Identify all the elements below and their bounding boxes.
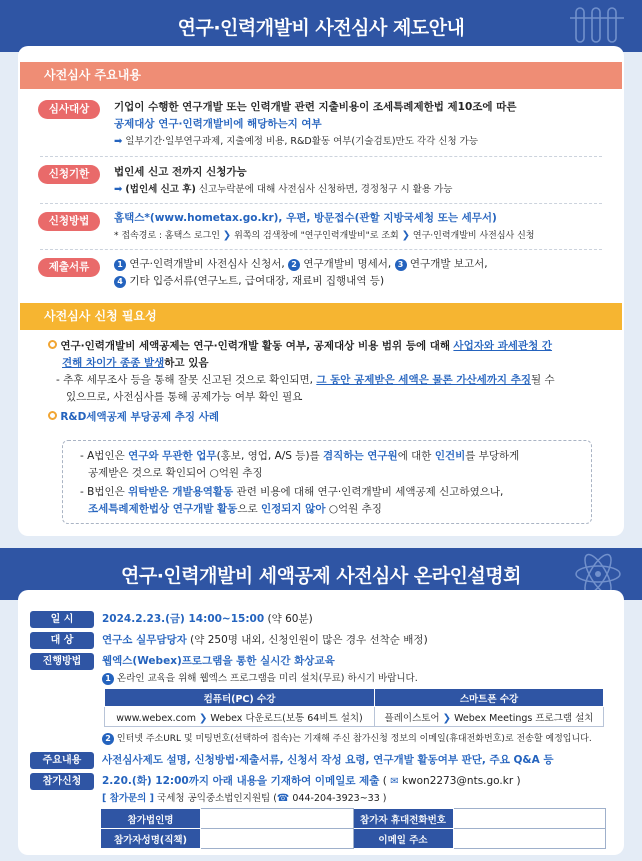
chevron-right-icon: ❯	[401, 230, 410, 241]
target-content	[114, 99, 604, 150]
ex1-c: (홍보, 영업, A/S 등)를	[216, 450, 320, 462]
form-label-email: 이메일 주소	[353, 829, 453, 849]
target-note: (약 250명 내외, 신청인원이 많은 경우 선착순 배정)	[190, 634, 428, 646]
divider	[40, 249, 602, 250]
guide-pc	[105, 707, 375, 727]
guide-mobile	[375, 707, 604, 727]
test-tubes-icon	[568, 4, 628, 48]
webex-download: Webex 다운로드(보통 64비트 설치)	[210, 712, 363, 724]
chevron-right-icon: ❯	[222, 230, 232, 241]
ex1-g: 를 부당하게	[465, 450, 520, 462]
circle-bullet-icon	[48, 340, 57, 349]
para1-a: 연구·인력개발비 세액공제는 연구·인력개발 활동 여부, 공제대상 비용 범위 등에 대해	[60, 340, 451, 352]
inquiry-value: 국세청 공익중소법인지원팀 (	[157, 793, 277, 804]
method-note-2: 인터넷 주소URL 및 미팅번호(선택하여 접속)는 기재해 주신 참가신청 정보의 이메일(휴대전화번호)로 전송할 예정입니다.	[116, 734, 592, 744]
ex2-f: 인정되지 않아	[260, 503, 326, 515]
doc-item-1: 연구·인력개발비 사전심사 신청서,	[129, 258, 285, 270]
ex1-d: 겸직하는 연구원	[323, 450, 398, 462]
form-input-phone[interactable]	[453, 809, 606, 829]
method-row	[102, 653, 612, 687]
para2-b: 그 동안 공제받은 세액은 물론 가산세까지 추징	[316, 374, 531, 386]
method-value: 웹엑스(Webex)프로그램을 통한 실시간 화상교육	[102, 655, 335, 667]
form-label-company: 참가법인명	[101, 809, 201, 829]
inquiry-label: [ 참가문의 ]	[102, 793, 155, 804]
label-target: 대 상	[30, 632, 94, 649]
number-badge: 2	[102, 733, 114, 745]
application-form-table	[100, 808, 606, 849]
target-line-3: 일부기간·일부연구과제, 지출예정 비용, R&D활동 여부(기술검토)만도 각각 신청 가능	[125, 136, 479, 147]
number-badge: 4	[114, 276, 126, 288]
ex1-f: 인건비	[434, 450, 466, 462]
deadline-line-1: 법인세 신고 전까지 신청가능	[114, 166, 247, 178]
doc-item-4: 기타 입증서류(연구노트, 급여대장, 재료비 집행내역 등)	[129, 275, 385, 287]
ex2-g: ○억원 추징	[328, 503, 382, 515]
number-badge: 2	[288, 259, 300, 271]
date-note: (약 60분)	[267, 613, 313, 625]
label-pill-target: 심사대상	[38, 100, 100, 119]
form-label-phone: 참가자 휴대전화번호	[353, 809, 453, 829]
chevron-right-icon: ❯	[442, 712, 452, 724]
divider	[40, 203, 602, 204]
deadline-line-2a: (법인세 신고 후)	[125, 184, 196, 195]
apply-email[interactable]: kwon2273@nts.go.kr	[401, 775, 514, 787]
webex-meetings: Webex Meetings 프로그램 설치	[454, 712, 594, 724]
label-content: 주요내용	[30, 752, 94, 769]
ex2-b: 위탁받은 개발용역활동	[128, 486, 234, 498]
method-content	[114, 210, 604, 245]
necessity-paragraph	[48, 338, 608, 426]
para2-d: 있으므로, 사전심사를 통해 공제가능 여부 확인 필요	[66, 391, 303, 403]
example-title: R&D세액공제 부당공제 추징 사례	[60, 411, 219, 423]
phone-icon: ☎	[276, 793, 290, 804]
ex1-a: - A법인은	[80, 450, 125, 462]
doc-item-2: 연구개발비 명세서,	[303, 258, 392, 270]
label-method: 진행방법	[30, 653, 94, 670]
form-input-company[interactable]	[201, 809, 354, 829]
section-heading-main: 사전심사 주요내용	[20, 62, 622, 89]
label-pill-method: 신청방법	[38, 212, 100, 231]
number-badge: 1	[102, 673, 114, 685]
method-line-1: 홈택스*(www.hometax.go.kr), 우편, 방문접수(관할 지방국세청 또는 세무서)	[114, 212, 497, 224]
inquiry-phone: 044-204-3923~33 )	[292, 793, 387, 804]
ex1-e: 에 대한	[397, 450, 432, 462]
number-badge: 1	[114, 259, 126, 271]
label-apply: 참가신청	[30, 773, 94, 790]
label-pill-documents: 제출서류	[38, 258, 100, 277]
label-pill-deadline: 신청기한	[38, 165, 100, 184]
arrow-right-icon: ➡	[114, 184, 123, 195]
guide-head-mobile: 스마트폰 수강	[375, 689, 604, 707]
ex1-h: 공제받은 것으로 확인되어 ○억원 추징	[88, 467, 263, 479]
access-path-1: * 접속경로 : 홈택스 로그인	[114, 231, 220, 241]
target-line-1: 기업이 수행한 연구개발 또는 인력개발 관련 지출비용이 조세특례제한법 제10조에 따른	[114, 101, 517, 113]
page-title-1: 연구·인력개발비 사전심사 제도안내	[177, 17, 465, 39]
para1-d: 하고 있음	[164, 357, 209, 369]
apply-value: 2.20.(화) 12:00까지 아래 내용을 기재하여 이메일로 제출	[102, 775, 380, 787]
content-value: 사전심사제도 설명, 신청방법·제출서류, 신청서 작성 요령, 연구개발 활동여부 판단, 주요 Q&A 등	[102, 754, 554, 766]
webex-url[interactable]: www.webex.com	[116, 712, 196, 724]
deadline-content	[114, 164, 604, 198]
form-input-email[interactable]	[453, 829, 606, 849]
guide-head-pc: 컴퓨터(PC) 수강	[105, 689, 375, 707]
arrow-right-icon: ➡	[114, 136, 123, 147]
play-store: 플레이스토어	[384, 712, 440, 724]
method-note-1: 온라인 교육을 위해 웹엑스 프로그램을 미리 설치(무료) 하시기 바랍니다.	[117, 673, 418, 684]
target-value: 연구소 실무담당자	[102, 634, 187, 646]
form-label-name: 참가자성명(직책)	[101, 829, 201, 849]
date-value: 2024.2.23.(금) 14:00~15:00	[102, 613, 265, 625]
access-path-3: 연구·인력개발비 사전심사 신청	[412, 231, 535, 241]
page-title-2: 연구·인력개발비 세액공제 사전심사 온라인설명회	[121, 565, 521, 587]
webex-guide-table	[104, 688, 604, 727]
apply-row: 2.20.(화) 12:00까지 아래 내용을 기재하여 이메일로 제출 ( ✉ kwon2273@nts.go.kr ) [ 참가문의 ] 국세청 공익중소법인지원팀 (☎ 044-204-3923~33 )	[102, 775, 521, 804]
ex1-b: 연구와 무관한 업무	[128, 450, 217, 462]
documents-content	[114, 256, 604, 290]
label-date: 일 시	[30, 611, 94, 628]
number-badge: 3	[395, 259, 407, 271]
para1-b: 사업자와 과세관청 간	[453, 340, 553, 352]
access-path-2: 위쪽의 검색창에 "연구인력개발비"로 조회	[234, 231, 399, 241]
section-heading-necessity: 사전심사 신청 필요성	[20, 303, 622, 330]
doc-item-3: 연구개발 보고서,	[409, 258, 488, 270]
date-row	[102, 611, 612, 628]
para2-c: 될 수	[530, 374, 555, 386]
para2-a: - 추후 세무조사 등을 통해 잘못 신고된 것으로 확인되면,	[56, 374, 313, 386]
target-line-2: 공제대상 연구·인력개발비에 해당하는지 여부	[114, 118, 322, 130]
ex2-d: 조세특례제한법상 연구개발 활동	[88, 503, 238, 515]
example-content	[80, 448, 590, 518]
header-band-1	[0, 0, 642, 52]
circle-bullet-icon	[48, 411, 57, 420]
divider	[40, 156, 602, 157]
mail-icon: ✉	[390, 776, 399, 787]
ex2-c: 관련 비용에 대해 연구·인력개발비 세액공제 신고하였으나,	[236, 486, 504, 498]
method-note-2-row	[102, 731, 612, 748]
chevron-right-icon: ❯	[198, 712, 208, 724]
form-input-name[interactable]	[201, 829, 354, 849]
ex2-e: 으로	[237, 503, 258, 515]
deadline-line-2b: 신고누락분에 대해 사전심사 신청하면, 경정청구 시 활용 가능	[198, 184, 453, 195]
target-row	[102, 632, 612, 649]
ex2-a: - B법인은	[80, 486, 125, 498]
para1-c: 견해 차이가 종종 발생	[62, 357, 165, 369]
